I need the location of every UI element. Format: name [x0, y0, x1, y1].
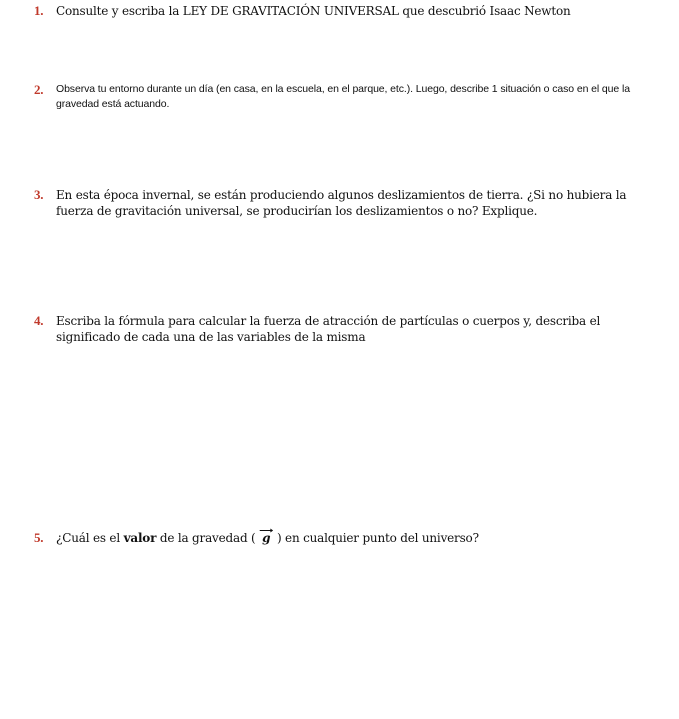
question-1	[34, 3, 664, 19]
question-number: 3.	[34, 187, 44, 202]
question-number: 4.	[34, 313, 44, 328]
question-number: 1.	[34, 3, 44, 18]
question-text	[56, 530, 664, 546]
question-2	[34, 82, 664, 112]
gravity-vector-symbol	[259, 530, 273, 546]
question-number: 5.	[34, 530, 44, 545]
question-text: Observa tu entorno durante un día (en casa, en la escuela, en el parque, etc.). Luego, describe 1 situación o caso en el que la gravedad está actuando.	[56, 83, 630, 110]
vector-letter: g	[262, 531, 271, 545]
question-number: 2.	[34, 82, 44, 97]
question-text-middle: de la gravedad (	[156, 531, 260, 545]
question-3	[34, 187, 664, 219]
question-text-after: ) en cualquier punto del universo?	[273, 531, 479, 545]
question-text: En esta época invernal, se están produciendo algunos deslizamientos de tierra. ¿Si no hubiera la fuerza de gravitación universal, se producirían los deslizamientos o no? Explique.	[56, 188, 627, 218]
question-text: Escriba la fórmula para calcular la fuerza de atracción de partículas o cuerpos y, describa el significado de cada una de las variables de la misma	[56, 314, 601, 344]
question-text-before: ¿Cuál es el	[56, 531, 124, 545]
question-text: Consulte y escriba la LEY DE GRAVITACIÓN UNIVERSAL que descubrió Isaac Newton	[56, 4, 571, 18]
bold-word-valor: valor	[123, 531, 157, 545]
vector-arrow-icon	[259, 528, 273, 533]
question-5	[34, 530, 664, 546]
question-4	[34, 313, 664, 345]
